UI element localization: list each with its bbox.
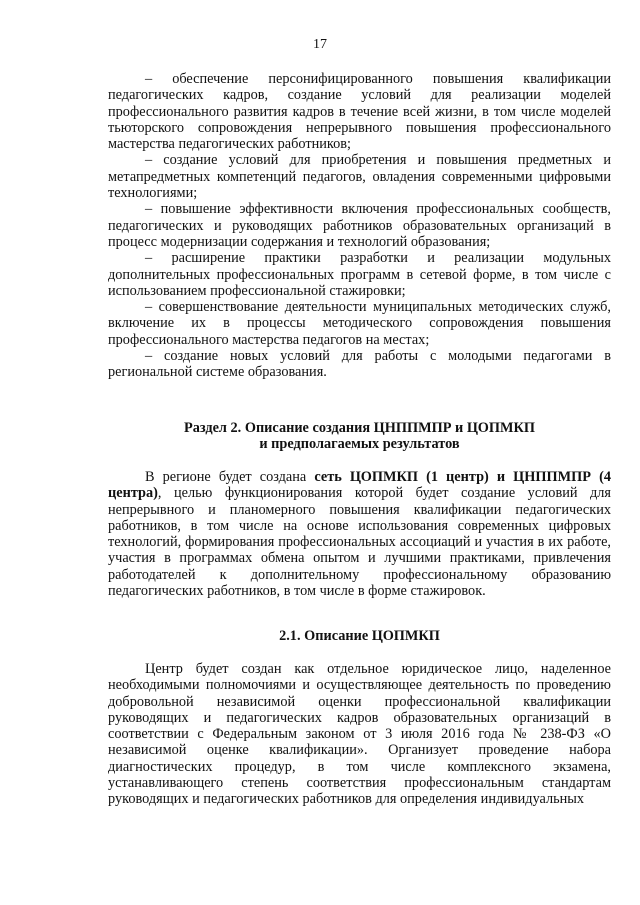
list-item: – создание новых условий для работы с молодыми педагогами в региональной системе образования. [108,348,611,381]
subsection-body [108,661,611,808]
list-item: – обеспечение персонифицированного повышения квалификации педагогических кадров, создание условий для реализации моделей профессионального развития кадров в течение всей жизни, в том числе моделей тьюторского сопровождения непрерывного повышения профессионального мастерства педагогических работников; [108,71,611,153]
intro-text: В регионе будет создана [145,469,315,485]
subsection-heading: 2.1. Описание ЦОПМКП [279,628,440,644]
bullet-list [108,71,611,381]
intro-paragraph [108,469,611,599]
page-number: 17 [313,37,327,52]
intro-bold-text: сеть ЦОПМКП (1 центр) и ЦНППМПР (4 центра) [108,469,611,502]
intro-rest-text: , целью функционирования которой будет создание условий для непрерывного и планомерного повышения квалификации педагогических работников, в том числе на основе использования современных цифровых технологий, формирования профессиональных ассоциаций и участия в их работе, участия в программах обмена опытом и лучшими практиками, привлечения работодателей к дополнительному профессиональному образованию педагогических работников, в том числе в форме стажировок. [108,485,611,600]
section-heading-line-1: Раздел 2. Описание создания ЦНППМПР и ЦОПМКП [183,420,535,436]
subsection-paragraph: Центр будет создан как отдельное юридическое лицо, наделенное необходимыми полномочиями и осуществляющее деятельность по проведению добровольной независимой оценки профессиональной квалификации руководящих и педагогических кадров образовательных организаций в соответствии с Федеральным законом от 3 июля 2016 года № 238-ФЗ «О независимой оценке квалификации». Организует проведение набора диагностических процедур, в том числе комплексного экзамена, устанавливающего степень соответствия профессиональным стандартам руководящих и педагогических работников для определения индивидуальных [108,661,611,808]
list-item: – создание условий для приобретения и повышения предметных и метапредметных компетенций педагогов, овладения современными цифровыми технологиями; [108,152,611,202]
section-heading [108,420,611,453]
list-item: – повышение эффективности включения профессиональных сообществ, педагогических и руководящих работников образовательных организаций в процесс модернизации содержания и технологий образования; [108,201,611,250]
section-heading-line-2: и предполагаемых результатов [259,436,460,453]
list-item: – расширение практики разработки и реализации модульных дополнительных профессиональных программ в сетевой форме, в том числе с использованием профессиональной стажировки; [108,250,611,299]
section-intro [108,469,611,599]
list-item: – совершенствование деятельности муниципальных методических служб, включение их в процессы методического сопровождения повышения профессионального мастерства педагогов на местах; [108,299,611,348]
